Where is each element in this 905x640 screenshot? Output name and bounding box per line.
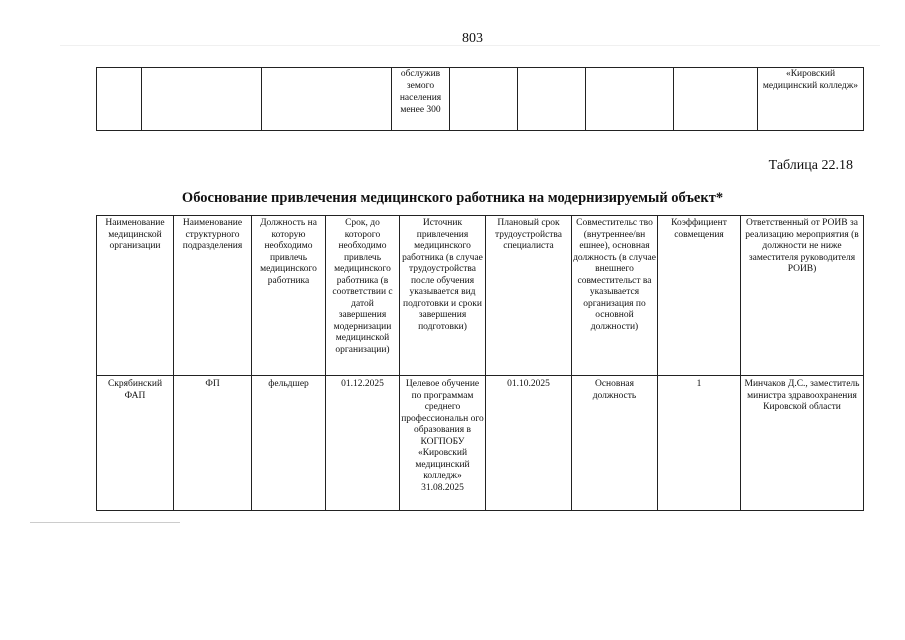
table-cell: [142, 68, 262, 131]
table-cell: «Кировский медицинский колледж»: [758, 68, 864, 131]
scan-artifact: [60, 45, 880, 46]
page-number: 803: [462, 31, 483, 46]
table-cell: 1: [658, 376, 741, 511]
table-cell: [450, 68, 518, 131]
column-header: Срок, до которого необходимо привлечь медицинского работника (в соответствии с датой завершения модернизации медицинской организации): [326, 216, 400, 376]
table-cell: Скрябинский ФАП: [97, 376, 174, 511]
document-title: Обоснование привлечения медицинского работника на модернизируемый объект*: [181, 190, 724, 206]
table-cell: Минчаков Д.С., заместитель министра здравоохранения Кировской области: [741, 376, 864, 511]
table-row: [97, 376, 864, 511]
table-cell: Основная должность: [572, 376, 658, 511]
column-header: Плановый срок трудоустройства специалиста: [486, 216, 572, 376]
table-cell: [586, 68, 674, 131]
table-cell: [518, 68, 586, 131]
table-cell: [262, 68, 392, 131]
table-cell: 01.12.2025: [326, 376, 400, 511]
table-cell: ФП: [174, 376, 252, 511]
table-cell: [674, 68, 758, 131]
column-header: Источник привлечения медицинского работника (в случае трудоустройства после обучения указывается вид подготовки и сроки завершения подготовки): [400, 216, 486, 376]
column-header: Совместительс тво (внутреннее/вн ешнее), основная должность (в случае внешнего совместительст ва указывается организация по основной должности): [572, 216, 658, 376]
table-row: [97, 68, 864, 131]
column-header: Наименование медицинской организации: [97, 216, 174, 376]
table-header-row: [97, 216, 864, 376]
table-cell: 01.10.2025: [486, 376, 572, 511]
justification-table: [96, 215, 864, 511]
table-cell: обслужив земого населения менее 300: [392, 68, 450, 131]
table-cell: фельдшер: [252, 376, 326, 511]
table-cell: [97, 68, 142, 131]
table-cell: Целевое обучение по программам среднего профессиональн ого образования в КОГПОБУ «Кировский медицинский колледж» 31.08.2025: [400, 376, 486, 511]
table-caption: Таблица 22.18: [768, 158, 853, 173]
column-header: Ответственный от РОИВ за реализацию мероприятия (в должности не ниже заместителя руководителя РОИВ): [741, 216, 864, 376]
scan-artifact: [30, 522, 180, 523]
column-header: Коэффициент совмещения: [658, 216, 741, 376]
column-header: Должность на которую необходимо привлечь медицинского работника: [252, 216, 326, 376]
column-header: Наименование структурного подразделения: [174, 216, 252, 376]
continuation-table: [96, 67, 864, 131]
